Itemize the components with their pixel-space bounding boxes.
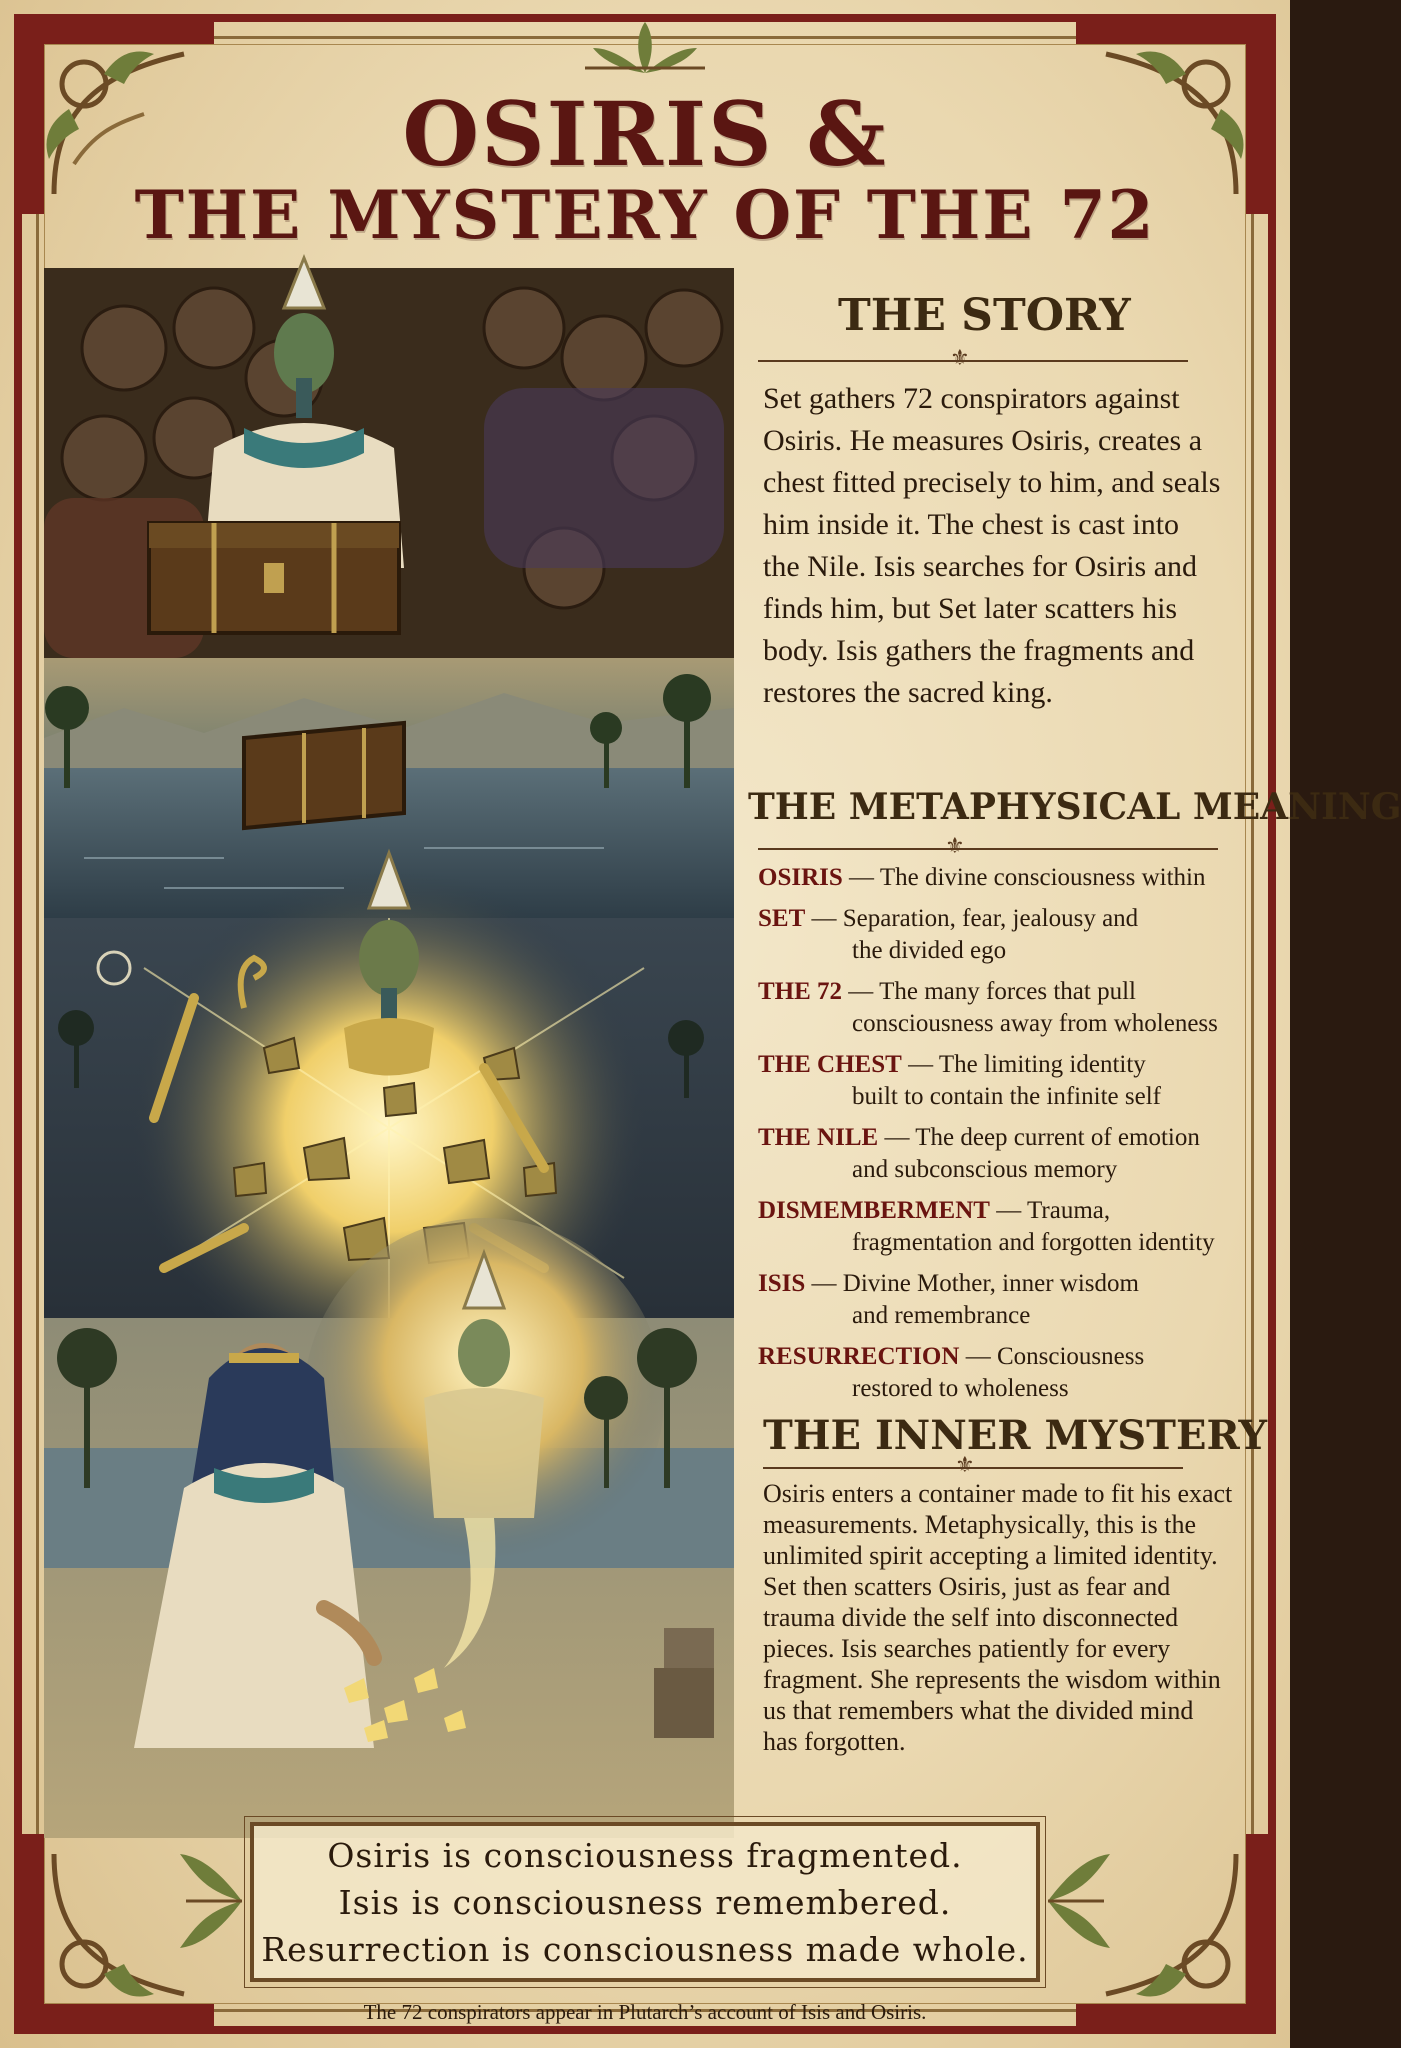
meaning-term: OSIRIS — [758, 864, 843, 891]
lotus-ornament-icon — [575, 18, 715, 78]
meaning-term: DISMEMBERMENT — [758, 1197, 990, 1224]
meaning-definition: The deep current of emotion — [915, 1124, 1200, 1151]
meaning-separator: — — [959, 1343, 997, 1370]
meaning-item-dismemberment — [758, 1195, 1228, 1259]
meaning-term: THE CHEST — [758, 1051, 902, 1078]
meaning-definition: Separation, fear, jealousy and — [842, 905, 1139, 932]
story-divider — [758, 360, 1188, 362]
banner-line-2: Isis is consciousness remembered. — [338, 1883, 952, 1922]
meaning-definition-cont: fragmentation and forgotten identity — [852, 1229, 1215, 1256]
meaning-definition: Consciousness — [996, 1343, 1145, 1370]
meaning-item-osiris — [758, 862, 1228, 894]
meaning-definition: The divine consciousness within — [879, 864, 1206, 891]
meaning-list — [758, 862, 1228, 1414]
summary-banner — [250, 1822, 1040, 1982]
meaning-definition: Trauma, — [1027, 1197, 1111, 1224]
leaf-ornament-icon — [176, 1846, 246, 1956]
meaning-definition-cont: and remembrance — [852, 1302, 1031, 1329]
meaning-term: THE NILE — [758, 1124, 879, 1151]
meaning-term: SET — [758, 905, 806, 932]
meaning-separator: — — [989, 1197, 1028, 1224]
fleur-icon: ⚜ — [955, 1453, 975, 1478]
meaning-separator: — — [805, 1270, 843, 1297]
meaning-item-72 — [758, 976, 1228, 1040]
page-subtitle: THE MYSTERY OF THE 72 — [134, 176, 1156, 254]
illustration-panel — [44, 268, 734, 1838]
meaning-definition: The limiting identity — [938, 1051, 1146, 1078]
meaning-definition: The many forces that pull — [879, 978, 1136, 1005]
story-heading: THE STORY — [838, 290, 1131, 341]
meaning-item-chest — [758, 1049, 1228, 1113]
story-text: Set gathers 72 conspirators against Osiris. He measures Osiris, creates a chest fitted precisely to him, and seals him inside it. The chest is cast into the Nile. Isis searches for Osiris and finds him, but Set later scatters his body. Isis gathers the fragments and restores the sacred king. — [763, 382, 1221, 709]
page-title: OSIRIS & — [402, 82, 888, 186]
meaning-term: ISIS — [758, 1270, 806, 1297]
inner-text: Osiris enters a container made to fit his exact measurements. Metaphysically, this is the unlimited spirit accepting a limited identity. Set then scatters Osiris, just as fear and trauma divide the self into disconnected pieces. Isis searches patiently for every fragment. She represents the wisdom within us that remembers what the divided mind has forgotten. — [763, 1479, 1233, 1756]
banner-line-1: Osiris is consciousness fragmented. — [327, 1836, 963, 1875]
meaning-heading: THE METAPHYSICAL MEANING — [748, 786, 1401, 828]
meaning-separator: — — [842, 978, 880, 1005]
meaning-term: RESURRECTION — [758, 1343, 960, 1370]
meaning-term: THE 72 — [758, 978, 843, 1005]
banner-line-3: Resurrection is consciousness made whole. — [261, 1930, 1029, 1969]
meaning-definition-cont: and subconscious memory — [852, 1156, 1118, 1183]
meaning-divider — [758, 848, 1218, 850]
meaning-item-set — [758, 903, 1228, 967]
meaning-separator: — — [878, 1124, 916, 1151]
fleur-icon: ⚜ — [950, 346, 970, 371]
meaning-item-nile — [758, 1122, 1228, 1186]
meaning-definition: Divine Mother, inner wisdom — [842, 1270, 1139, 1297]
meaning-separator: — — [805, 905, 843, 932]
meaning-definition-cont: the divided ego — [852, 937, 1007, 964]
meaning-item-resurrection — [758, 1341, 1228, 1405]
meaning-definition-cont: restored to wholeness — [852, 1375, 1069, 1402]
footnote: The 72 conspirators appear in Plutarch’s account of Isis and Osiris. — [363, 2000, 927, 2024]
meaning-separator: — — [901, 1051, 939, 1078]
meaning-item-isis — [758, 1268, 1228, 1332]
fleur-icon: ⚜ — [945, 834, 965, 859]
meaning-definition-cont: consciousness away from wholeness — [852, 1010, 1218, 1037]
meaning-definition-cont: built to contain the infinite self — [852, 1083, 1161, 1110]
leaf-ornament-icon — [1044, 1846, 1114, 1956]
inner-heading: THE INNER MYSTERY — [763, 1412, 1268, 1459]
meaning-separator: — — [842, 864, 880, 891]
